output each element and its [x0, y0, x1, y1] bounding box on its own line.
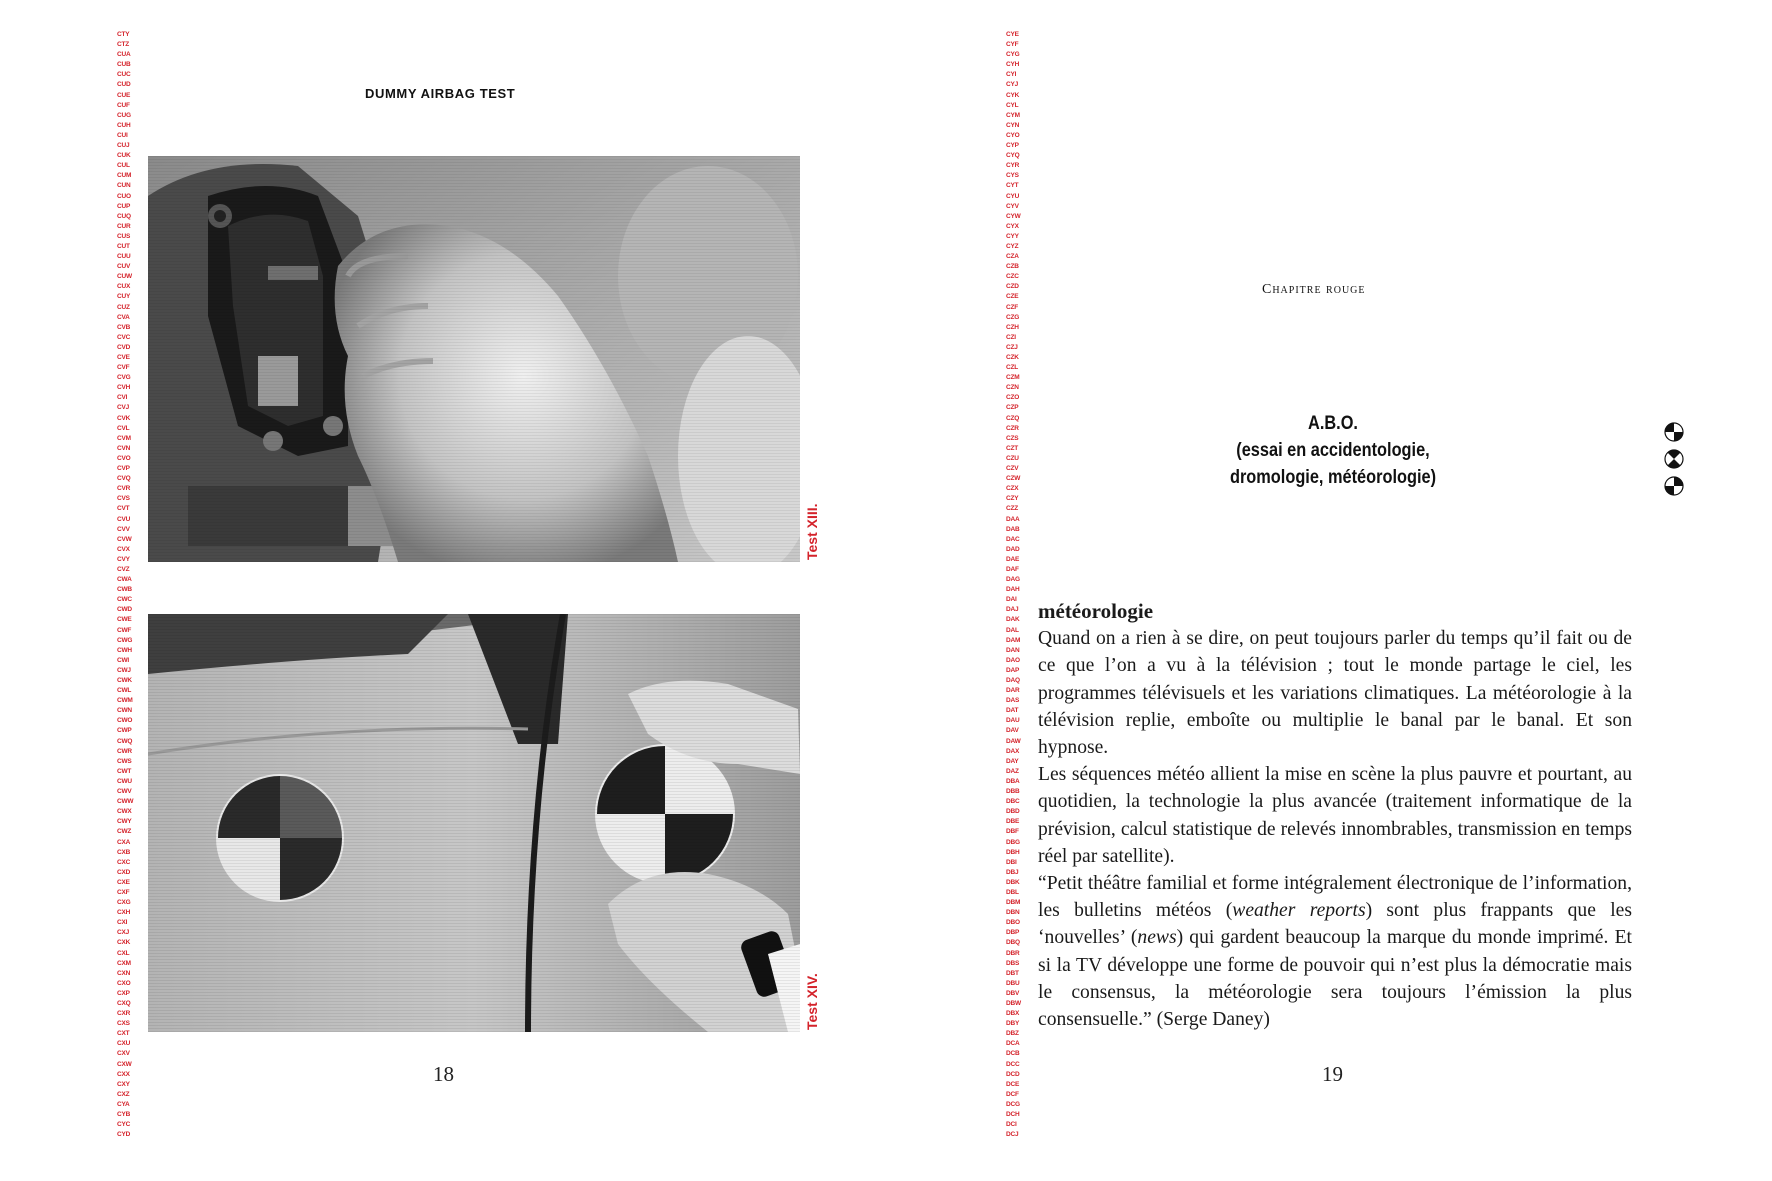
- margin-code: CWZ: [117, 828, 132, 836]
- margin-code: CWI: [117, 656, 130, 664]
- margin-code: CUZ: [117, 303, 130, 311]
- margin-code: CUN: [117, 182, 131, 190]
- margin-code: CYH: [1006, 61, 1020, 69]
- margin-code: DBX: [1006, 1010, 1020, 1018]
- margin-code: CXQ: [117, 1000, 131, 1007]
- margin-code: CUP: [117, 202, 131, 210]
- margin-code: DBQ: [1006, 939, 1020, 947]
- margin-code: CYE: [1006, 31, 1019, 38]
- margin-code: DBG: [1006, 838, 1020, 846]
- margin-code: CVS: [117, 495, 130, 503]
- margin-code: DAP: [1006, 666, 1020, 674]
- margin-code: CYP: [1006, 142, 1019, 150]
- margin-code: DAK: [1006, 616, 1020, 624]
- margin-code: CWC: [117, 596, 132, 604]
- margin-code: CZB: [1006, 263, 1019, 271]
- margin-code: CXF: [117, 888, 130, 896]
- photo-caption: Test XIII.: [804, 503, 820, 560]
- margin-code: CZX: [1006, 485, 1019, 493]
- margin-code: CVI: [117, 394, 128, 402]
- margin-code: CWR: [117, 747, 132, 755]
- margin-code: DAB: [1006, 525, 1020, 533]
- photo-placing-crash-targets: [148, 614, 800, 1032]
- crash-target-icon: [1664, 476, 1684, 496]
- margin-code: CYY: [1006, 232, 1019, 240]
- margin-code: CZG: [1006, 313, 1020, 321]
- margin-code: CVM: [117, 434, 131, 442]
- margin-code: DBO: [1006, 919, 1020, 927]
- margin-code: CUV: [117, 263, 131, 271]
- margin-code: CXC: [117, 858, 131, 866]
- margin-code: CZQ: [1006, 414, 1020, 422]
- margin-code: DBY: [1006, 1020, 1020, 1028]
- margin-code: CZL: [1006, 364, 1019, 372]
- margin-code: CWU: [117, 777, 132, 785]
- essay-title: [1176, 410, 1491, 491]
- margin-code: CVA: [117, 313, 130, 321]
- margin-code: CYZ: [1006, 242, 1019, 250]
- margin-code: CWD: [117, 606, 132, 614]
- margin-code: CWE: [117, 616, 132, 624]
- essay-title-line: (essai en accidentologie,: [1236, 440, 1430, 461]
- margin-code: CVG: [117, 374, 131, 382]
- margin-code: CZN: [1006, 384, 1019, 392]
- margin-code: CUL: [117, 162, 130, 170]
- margin-code: CZD: [1006, 283, 1019, 291]
- section-heading: météorologie: [1038, 599, 1154, 623]
- margin-code: DAX: [1006, 747, 1020, 755]
- margin-code: CXT: [117, 1030, 130, 1038]
- margin-code: CZT: [1006, 444, 1019, 452]
- margin-code: CYO: [1006, 131, 1020, 139]
- margin-code: CZA: [1006, 253, 1019, 261]
- margin-code: CUO: [117, 192, 131, 200]
- margin-code: CZK: [1006, 354, 1019, 361]
- chapter-title: Chapitre rouge: [1262, 282, 1366, 297]
- margin-code: DAC: [1006, 535, 1020, 543]
- margin-code: CUW: [117, 273, 132, 281]
- margin-code: CUF: [117, 101, 130, 109]
- margin-code: CXG: [117, 899, 131, 907]
- margin-code: CUA: [117, 51, 131, 59]
- margin-code: CUJ: [117, 142, 130, 150]
- margin-code: CWJ: [117, 666, 131, 674]
- margin-code: CXR: [117, 1010, 131, 1018]
- margin-code: CVW: [117, 535, 132, 543]
- margin-code: CWA: [117, 576, 132, 584]
- margin-code: DCA: [1006, 1040, 1020, 1048]
- margin-code: CZW: [1006, 475, 1021, 483]
- margin-code: DAF: [1006, 565, 1019, 573]
- margin-code: CVF: [117, 364, 130, 372]
- body-paragraph: Quand on a rien à se dire, on peut toujours parler du temps qu’il fait ou de ce que l’on a vu à la télévision ; tout le monde partage le ciel, les programmes télévisuels et les variations climatiques. La météorologie à la télévision replie, emboîte ou multiplie le banal par le banal. Et son hypnose.: [1038, 628, 1632, 759]
- margin-code: CYA: [117, 1100, 130, 1108]
- margin-code: DBH: [1006, 848, 1020, 856]
- margin-code: CZV: [1006, 465, 1019, 473]
- margin-code: CZC: [1006, 273, 1019, 281]
- margin-code: CVN: [117, 444, 131, 452]
- margin-code: DAZ: [1006, 767, 1019, 775]
- margin-code: CWX: [117, 808, 132, 816]
- margin-code: DAE: [1006, 555, 1020, 563]
- margin-code: CUC: [117, 71, 131, 79]
- margin-code: CYK: [1006, 91, 1020, 99]
- margin-code: CXN: [117, 969, 131, 977]
- margin-code: CXX: [117, 1070, 130, 1078]
- margin-code-column: [117, 30, 141, 1140]
- margin-code: CXE: [117, 878, 130, 886]
- margin-code: CXW: [117, 1060, 132, 1068]
- margin-code: CUG: [117, 111, 131, 119]
- margin-code: DAI: [1006, 596, 1017, 604]
- margin-code: DBF: [1006, 828, 1019, 836]
- margin-code: CYM: [1006, 111, 1020, 119]
- margin-code: CXZ: [117, 1090, 130, 1098]
- running-header: DUMMY AIRBAG TEST: [365, 86, 516, 101]
- margin-code: CVK: [117, 414, 131, 422]
- margin-code: CUQ: [117, 212, 131, 220]
- margin-code: CUS: [117, 232, 131, 240]
- margin-code: CXM: [117, 959, 131, 967]
- margin-code: DAN: [1006, 646, 1020, 654]
- page-number: 19: [1322, 1062, 1343, 1086]
- margin-code: CTZ: [117, 41, 130, 49]
- margin-code: CWP: [117, 727, 132, 735]
- margin-code: CZH: [1006, 323, 1019, 331]
- margin-code: DCI: [1006, 1121, 1017, 1129]
- margin-code: DAV: [1006, 727, 1019, 735]
- margin-code: DBL: [1006, 888, 1019, 896]
- margin-code: CYF: [1006, 41, 1019, 49]
- margin-code: CWY: [117, 818, 132, 826]
- margin-code: CYC: [117, 1121, 131, 1129]
- margin-code: CZF: [1006, 303, 1019, 311]
- margin-code: DCH: [1006, 1111, 1020, 1119]
- margin-code: CVB: [117, 323, 131, 331]
- photo-hand-adjusting-dummy: [148, 156, 800, 562]
- margin-code: CZE: [1006, 293, 1019, 301]
- margin-code: CVE: [117, 354, 130, 361]
- margin-code: CYN: [1006, 121, 1020, 129]
- margin-code: CXI: [117, 919, 128, 927]
- margin-code: DAU: [1006, 717, 1020, 725]
- crash-target-icon: [1664, 449, 1684, 469]
- margin-code: CVX: [117, 545, 130, 553]
- margin-code: CXB: [117, 848, 131, 856]
- margin-code: DAH: [1006, 586, 1020, 594]
- margin-code: CZR: [1006, 424, 1019, 432]
- margin-code: CUB: [117, 61, 131, 69]
- margin-code: CYD: [117, 1131, 131, 1139]
- margin-code: DCB: [1006, 1050, 1020, 1058]
- body-paragraph: Les séquences météo allient la mise en scène la plus pauvre et pourtant, au quotidien, la technologie la plus avancée (traitement informatique de la prévision, calcul statistique de relevés innombrables, transmission en temps réel par satellite).: [1038, 764, 1632, 867]
- margin-code: CYS: [1006, 172, 1019, 180]
- margin-code: CZO: [1006, 394, 1020, 402]
- margin-code: DBV: [1006, 989, 1020, 997]
- photo-caption: Test XIV.: [804, 973, 820, 1030]
- margin-code: CVZ: [117, 565, 130, 573]
- essay-title-line: dromologie, météorologie): [1229, 467, 1437, 488]
- margin-code: CVL: [117, 424, 130, 432]
- essay-title-line: A.B.O.: [1308, 413, 1358, 434]
- margin-code: CXD: [117, 868, 131, 876]
- margin-code: CWO: [117, 717, 133, 725]
- margin-code: CXV: [117, 1050, 130, 1058]
- margin-code: CXK: [117, 939, 131, 947]
- margin-code: CUD: [117, 81, 131, 89]
- margin-code: CVC: [117, 333, 131, 341]
- margin-code: CYL: [1006, 101, 1019, 109]
- margin-code: CYR: [1006, 162, 1020, 170]
- margin-code: CYQ: [1006, 152, 1020, 160]
- margin-code: CXS: [117, 1020, 130, 1028]
- margin-code: CXO: [117, 979, 131, 987]
- margin-code: CXH: [117, 909, 131, 917]
- margin-code: CWF: [117, 626, 132, 634]
- margin-code: CWS: [117, 757, 132, 765]
- margin-code: CVD: [117, 343, 131, 351]
- margin-code: DBJ: [1006, 868, 1019, 876]
- margin-code: CVU: [117, 515, 131, 523]
- margin-code: DCF: [1006, 1090, 1019, 1098]
- margin-code: CUE: [117, 91, 131, 99]
- margin-code: CVY: [117, 555, 130, 563]
- margin-code: CZP: [1006, 404, 1019, 412]
- margin-code: DCD: [1006, 1070, 1020, 1078]
- margin-code: CZZ: [1006, 505, 1019, 513]
- margin-code: DAA: [1006, 515, 1020, 523]
- margin-code: CVT: [117, 505, 130, 513]
- margin-code: CYG: [1006, 51, 1020, 59]
- margin-code: DAM: [1006, 636, 1021, 644]
- margin-code: CUH: [117, 121, 131, 129]
- margin-code: DBW: [1006, 1000, 1021, 1007]
- margin-code: CWB: [117, 586, 132, 594]
- margin-code: DCJ: [1006, 1131, 1019, 1139]
- margin-code: CWN: [117, 707, 132, 715]
- margin-code: CVP: [117, 465, 130, 473]
- crash-target-icons: [1664, 422, 1686, 503]
- margin-code: CZJ: [1006, 343, 1018, 351]
- margin-code: CZY: [1006, 495, 1019, 503]
- margin-code: CXA: [117, 838, 131, 846]
- margin-code: DBU: [1006, 979, 1020, 987]
- margin-code: CWW: [117, 798, 134, 806]
- margin-code: CYV: [1006, 202, 1019, 210]
- margin-code: DAJ: [1006, 606, 1019, 614]
- margin-code: DBD: [1006, 808, 1020, 816]
- margin-code: DCE: [1006, 1080, 1020, 1088]
- margin-code: CZU: [1006, 454, 1019, 462]
- margin-code: DBB: [1006, 788, 1020, 796]
- margin-code: CVO: [117, 454, 131, 462]
- margin-code: DCG: [1006, 1100, 1020, 1108]
- margin-code: CYI: [1006, 71, 1017, 79]
- margin-code: CYB: [117, 1111, 131, 1119]
- margin-code: CZS: [1006, 434, 1019, 442]
- margin-code: CUT: [117, 242, 130, 250]
- margin-code: CZI: [1006, 333, 1016, 341]
- quote-paragraph: “Petit théâtre familial et forme intégralement électronique de l’information, les bulletins météos (weather reports) sont plus frappants que les ‘nouvelles’ (news) qui gardent beaucoup la marque du monde imprimé. Et si la TV développe une forme de pouvoir qui n’est plus la démocratie mais le consensus, la météorologie sera toujours l’émission la plus consensuelle.” (Serge Daney): [1038, 873, 1632, 1031]
- margin-code: CUR: [117, 222, 131, 230]
- margin-code: CUK: [117, 152, 131, 160]
- margin-code: CWT: [117, 767, 132, 775]
- margin-code: DAG: [1006, 576, 1020, 584]
- margin-code: DBA: [1006, 777, 1020, 785]
- page-number: 18: [433, 1062, 454, 1086]
- margin-code: DAD: [1006, 545, 1020, 553]
- margin-code: CUM: [117, 172, 132, 180]
- margin-code: CVH: [117, 384, 131, 392]
- margin-code: CZM: [1006, 374, 1020, 382]
- margin-code: CUX: [117, 283, 131, 291]
- margin-code: DAL: [1006, 626, 1019, 634]
- margin-code: CXY: [117, 1080, 130, 1088]
- margin-code: DBP: [1006, 929, 1020, 937]
- margin-code: DAT: [1006, 707, 1019, 715]
- margin-code: DBK: [1006, 878, 1020, 886]
- margin-code: CWG: [117, 636, 133, 644]
- margin-code: CWM: [117, 697, 133, 705]
- margin-code: CVR: [117, 485, 131, 493]
- margin-code: CYX: [1006, 222, 1019, 230]
- margin-code: DAO: [1006, 656, 1020, 664]
- margin-code: CXJ: [117, 929, 130, 937]
- margin-code: CXP: [117, 989, 130, 997]
- margin-code: CXU: [117, 1040, 131, 1048]
- margin-code: CUY: [117, 293, 131, 301]
- margin-code: DBI: [1006, 858, 1017, 866]
- margin-code: DAQ: [1006, 677, 1020, 684]
- margin-code: DBR: [1006, 949, 1020, 957]
- margin-code: CVV: [117, 525, 130, 533]
- margin-code: CYW: [1006, 212, 1021, 220]
- margin-code: DBE: [1006, 818, 1020, 826]
- margin-code-column: [1006, 30, 1030, 1140]
- margin-code: CYJ: [1006, 81, 1019, 89]
- margin-code: DBC: [1006, 798, 1020, 806]
- margin-code: CYU: [1006, 192, 1020, 200]
- margin-code: CTY: [117, 31, 130, 38]
- margin-code: DBZ: [1006, 1030, 1019, 1038]
- margin-code: DBS: [1006, 959, 1020, 967]
- essay-body: [1038, 598, 1632, 1033]
- margin-code: DAR: [1006, 687, 1020, 695]
- margin-code: DBN: [1006, 909, 1020, 917]
- margin-code: DAW: [1006, 737, 1021, 745]
- crash-target-icon: [1664, 422, 1684, 442]
- margin-code: DAS: [1006, 697, 1020, 705]
- margin-code: DBM: [1006, 899, 1021, 907]
- margin-code: CUI: [117, 131, 128, 139]
- margin-code: CWL: [117, 687, 132, 695]
- margin-code: DCC: [1006, 1060, 1020, 1068]
- margin-code: CVJ: [117, 404, 130, 412]
- margin-code: CUU: [117, 253, 131, 261]
- margin-code: CWK: [117, 677, 132, 684]
- margin-code: CWH: [117, 646, 132, 654]
- margin-code: CWQ: [117, 737, 133, 745]
- margin-code: DBT: [1006, 969, 1019, 977]
- margin-code: DAY: [1006, 757, 1019, 765]
- margin-code: CVQ: [117, 475, 131, 483]
- margin-code: CYT: [1006, 182, 1019, 190]
- margin-code: CXL: [117, 949, 130, 957]
- margin-code: CWV: [117, 788, 132, 796]
